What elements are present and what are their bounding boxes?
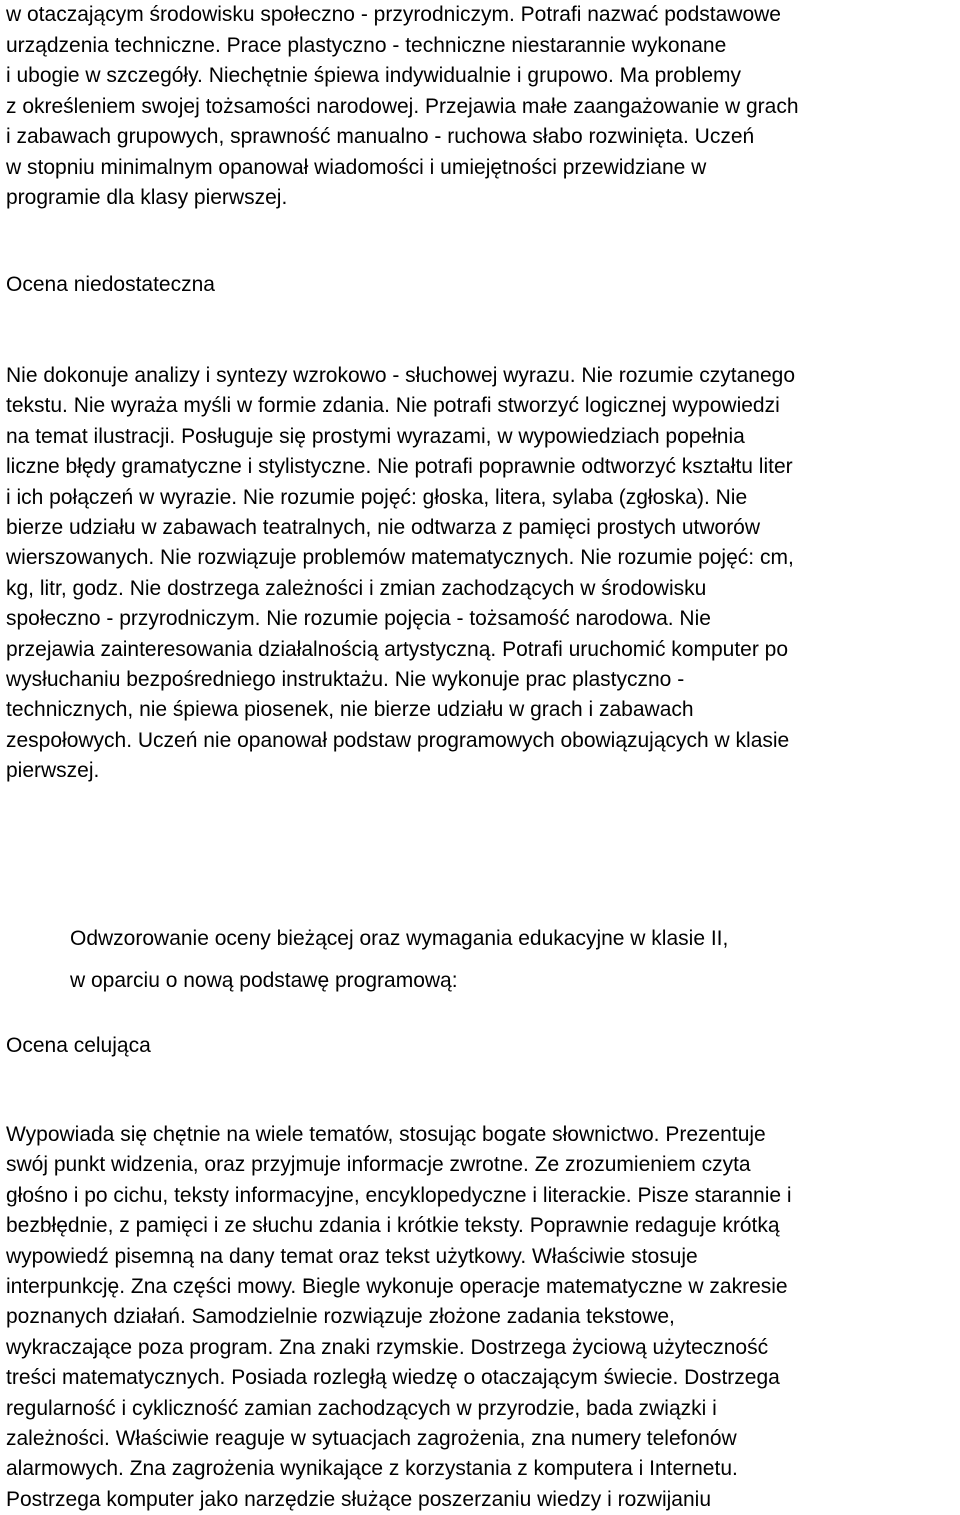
- grade-heading-niedostateczna: Ocena niedostateczna: [6, 273, 215, 296]
- grade-description-celujaca: [6, 1120, 960, 1515]
- text-line: pierwszej.: [6, 759, 100, 783]
- text-line: technicznych, nie śpiewa piosenek, nie bierze udziału w grach i zabawach: [6, 698, 694, 722]
- section-title-line: Odwzorowanie oceny bieżącej oraz wymagania edukacyjne w klasie II,: [70, 927, 729, 950]
- text-line: z określeniem swojej tożsamości narodowej. Przejawia małe zaangażowanie w grach: [6, 94, 799, 118]
- text-line: i ich połączeń w wyrazie. Nie rozumie pojęć: głoska, litera, sylaba (zgłoska). Nie: [6, 485, 748, 509]
- section-title-line: w oparciu o nową podstawę programową:: [70, 969, 458, 992]
- text-line: społeczno - przyrodniczym. Nie rozumie pojęcia - tożsamość narodowa. Nie: [6, 607, 711, 631]
- text-line: interpunkcję. Zna części mowy. Biegle wykonuje operacje matematyczne w zakresie: [6, 1275, 788, 1299]
- text-line: bezbłędnie, z pamięci i ze słuchu zdania i krótkie teksty. Poprawnie redaguje krótką: [6, 1214, 780, 1238]
- top-paragraph: [6, 0, 960, 214]
- text-line: Wypowiada się chętnie na wiele tematów, stosując bogate słownictwo. Prezentuje: [6, 1123, 766, 1146]
- text-line: treści matematycznych. Posiada rozległą wiedzę o otaczającym świecie. Dostrzega: [6, 1366, 780, 1390]
- text-line: tekstu. Nie wyraża myśli w formie zdania. Nie potrafi stworzyć logicznej wypowiedzi: [6, 394, 780, 418]
- text-line: liczne błędy gramatyczne i stylistyczne. Nie potrafi poprawnie odtworzyć kształtu liter: [6, 455, 793, 479]
- text-line: alarmowych. Zna zagrożenia wynikające z korzystania z komputera i Internetu.: [6, 1457, 738, 1481]
- text-line: Nie dokonuje analizy i syntezy wzrokowo - słuchowej wyrazu. Nie rozumie czytanego: [6, 364, 796, 387]
- text-line: przejawia zainteresowania działalnością artystyczną. Potrafi uruchomić komputer po: [6, 637, 789, 661]
- text-line: wypowiedź pisemną na dany temat oraz tekst użytkowy. Właściwie stosuje: [6, 1244, 698, 1268]
- grade-description-niedostateczna: [6, 361, 960, 787]
- text-line: bierze udziału w zabawach teatralnych, nie odtwarza z pamięci prostych utworów: [6, 516, 761, 540]
- text-line: urządzenia techniczne. Prace plastyczno - techniczne niestarannie wykonane: [6, 33, 727, 57]
- text-line: swój punkt widzenia, oraz przyjmuje informacje zwrotne. Ze zrozumieniem czyta: [6, 1153, 751, 1177]
- text-line: Postrzega komputer jako narzędzie służące poszerzaniu wiedzy i rozwijaniu: [6, 1487, 712, 1511]
- text-line: wierszowanych. Nie rozwiązuje problemów matematycznych. Nie rozumie pojęć: cm,: [6, 546, 794, 570]
- text-line: programie dla klasy pierwszej.: [6, 186, 288, 209]
- text-line: poznanych działań. Samodzielnie rozwiązuje złożone zadania tekstowe,: [6, 1305, 675, 1329]
- section-title: [70, 918, 728, 1002]
- text-line: głośno i po cichu, teksty informacyjne, encyklopedyczne i literackie. Pisze starannie i: [6, 1183, 792, 1207]
- text-line: zespołowych. Uczeń nie opanował podstaw programowych obowiązujących w klasie: [6, 728, 790, 752]
- text-line: i zabawach grupowych, sprawność manualno - ruchowa słabo rozwinięta. Uczeń: [6, 125, 755, 148]
- grade-heading-celujaca: Ocena celująca: [6, 1034, 151, 1057]
- text-line: kg, litr, godz. Nie dostrzega zależności i zmian zachodzących w środowisku: [6, 576, 707, 600]
- text-line: w stopniu minimalnym opanował wiadomości i umiejętności przewidziane w: [6, 155, 707, 179]
- text-line: wysłuchaniu bezpośredniego instruktażu. Nie wykonuje prac plastyczno -: [6, 668, 685, 692]
- text-line: i ubogie w szczegóły. Niechętnie śpiewa indywidualnie i grupowo. Ma problemy: [6, 64, 741, 87]
- text-line: w otaczającym środowisku społeczno - przyrodniczym. Potrafi nazwać podstawowe: [6, 3, 781, 26]
- text-line: wykraczające poza program. Zna znaki rzymskie. Dostrzega życiową użyteczność: [6, 1335, 769, 1359]
- text-line: na temat ilustracji. Posługuje się prostymi wyrazami, w wypowiedziach popełnia: [6, 424, 745, 448]
- text-line: regularność i cykliczność zamian zachodzących w przyrodzie, bada związki i: [6, 1396, 717, 1420]
- text-line: zależności. Właściwie reaguje w sytuacjach zagrożenia, zna numery telefonów: [6, 1427, 737, 1451]
